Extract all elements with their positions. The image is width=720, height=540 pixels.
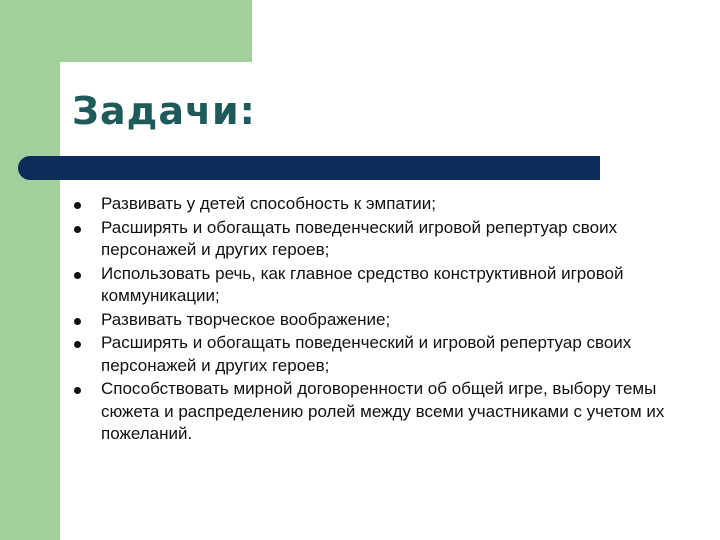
task-item-3 [72, 263, 672, 308]
bullet-dot-icon [74, 341, 81, 348]
task-item-6 [72, 378, 672, 446]
task-text: Расширять и обогащать поведенческий игровой репертуар своих персонажей и других героев; [101, 217, 618, 259]
task-text: Развивать творческое воображение; [101, 309, 391, 329]
task-text: Расширять и обогащать поведенческий и игровой репертуар своих персонажей и других героев; [101, 333, 632, 375]
task-item-4 [72, 309, 672, 332]
slide-title: Задачи: [72, 89, 256, 133]
bullet-dot-icon [74, 318, 81, 325]
task-text: Использовать речь, как главное средство конструктивной игровой коммуникации; [101, 263, 624, 305]
title-divider-bar [18, 156, 600, 180]
task-text: Способствовать мирной договоренности об общей игре, выбору темы сюжета и распределению ролей между всеми участниками с учетом их пожеланий. [101, 379, 665, 443]
bullet-dot-icon [74, 272, 81, 279]
decorative-green-bar-left [0, 0, 60, 540]
task-item-2 [72, 217, 672, 262]
task-list [72, 193, 672, 447]
bullet-dot-icon [74, 202, 81, 209]
task-item-5 [72, 332, 672, 377]
bullet-dot-icon [74, 226, 81, 233]
task-item-1 [72, 193, 672, 216]
bullet-dot-icon [74, 387, 81, 394]
task-text: Развивать у детей способность к эмпатии; [101, 194, 437, 213]
